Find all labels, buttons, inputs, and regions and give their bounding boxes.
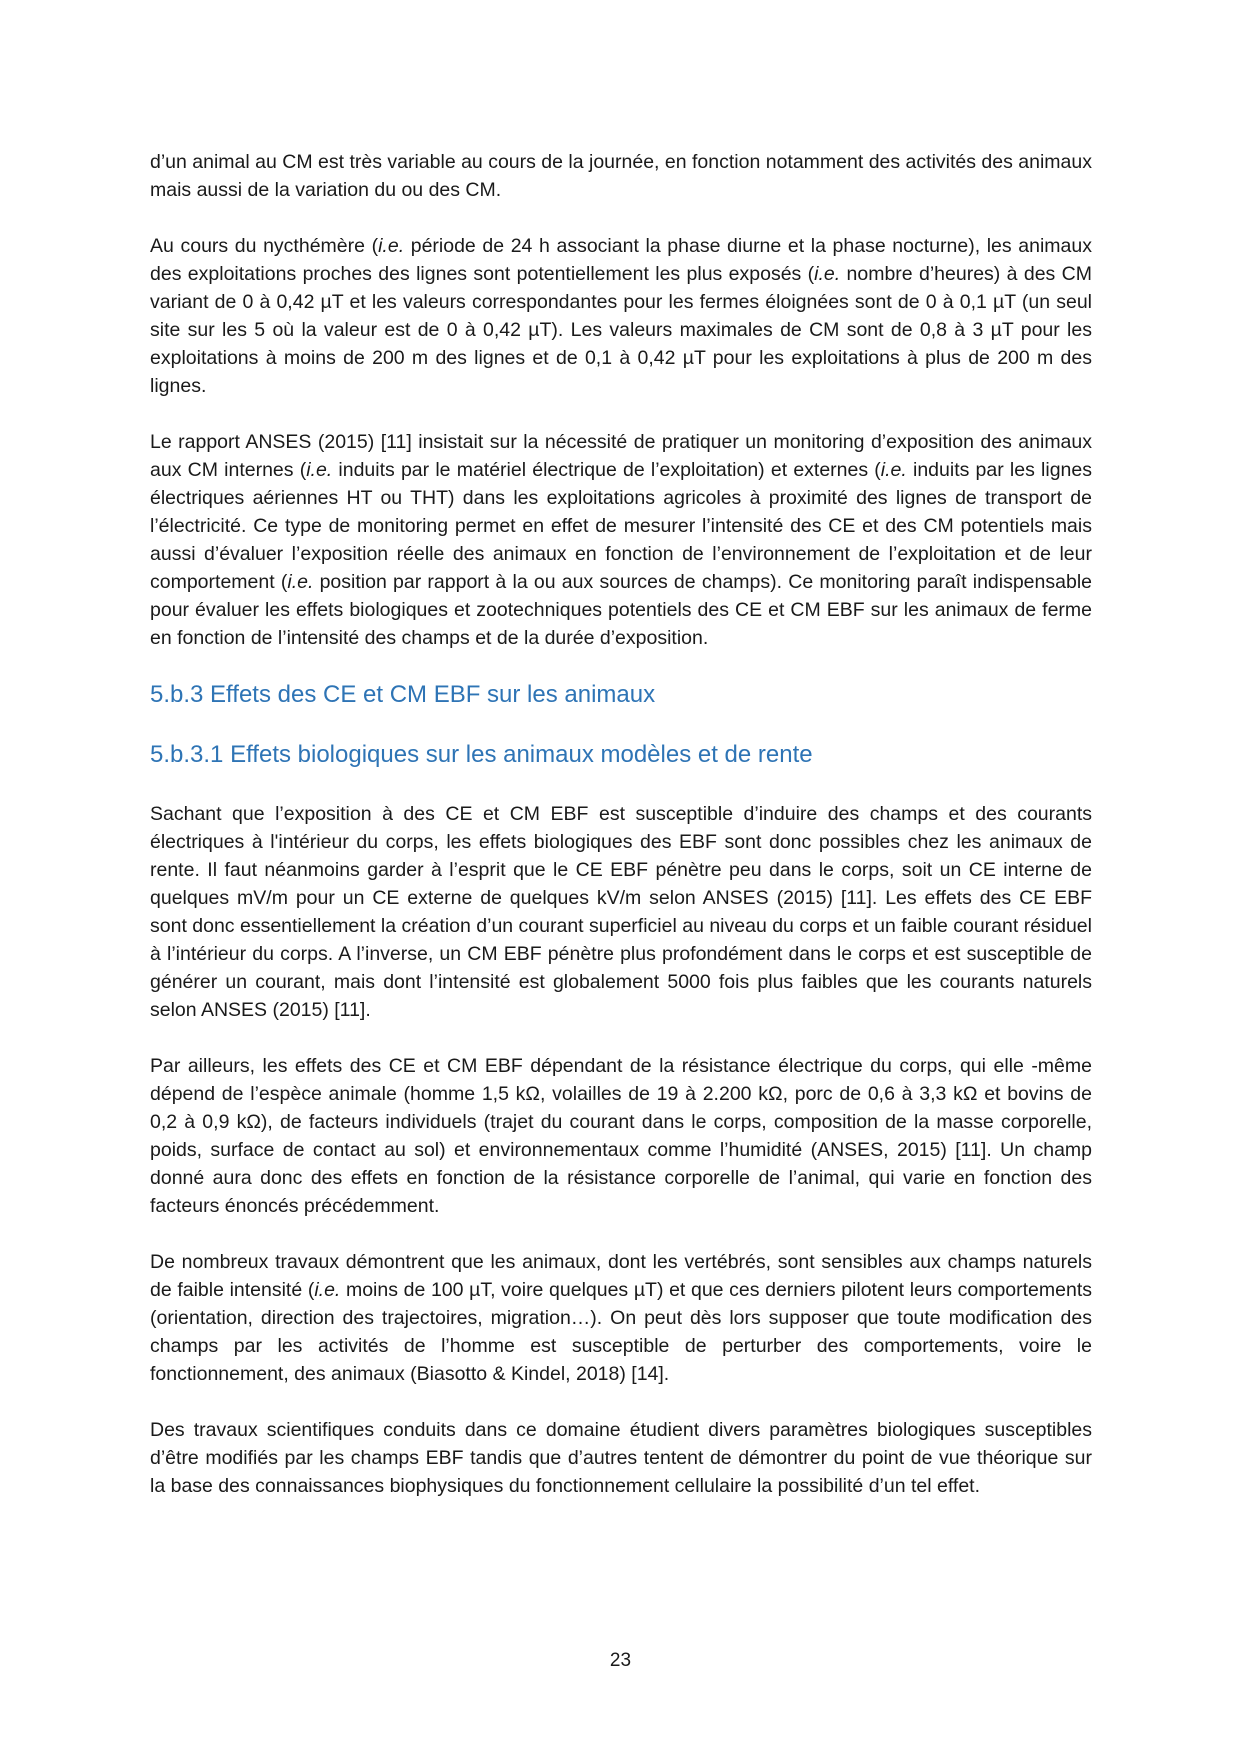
text-italic: i.e. (814, 263, 841, 285)
paragraph-intro: d’un animal au CM est très variable au cours de la journée, en fonction notamment des activités des animaux mais aussi de la variation du ou des CM. (150, 151, 1092, 201)
subsection-heading: 5.b.3.1 Effets biologiques sur les animaux modèles et de rente (150, 741, 813, 768)
text: induits par le matériel électrique de l’exploitation) et externes ( (332, 459, 881, 481)
text: induits par les lignes électriques aériennes HT ou THT) dans les exploitations agricoles à proximité des lignes de transport de l’électricité. Ce type de monitoring permet en effet de mesurer l’intensité des CE et des CM potentiels mais aussi d’évaluer l’exposition réelle des animaux en fonction de l’environnement de l’exploitation et de leur comportement ( (150, 459, 1092, 593)
text: De nombreux travaux démontrent que les animaux, dont les vertébrés, sont sensibles aux champs naturels de faible intensité ( (150, 1251, 1092, 1301)
text: position par rapport à la ou aux sources de champs). Ce monitoring paraît indispensable pour évaluer les effets biologiques et zootechniques potentiels des CE et CM EBF sur les animaux de ferme en fonction de l’intensité des champs et de la durée d’exposition. (150, 571, 1092, 649)
text-italic: i.e. (378, 235, 405, 257)
paragraph-sensitivity (150, 1248, 1092, 1388)
paragraph-nycthemere (150, 232, 1092, 400)
document-page (150, 148, 1092, 1528)
text-italic: i.e. (287, 571, 314, 593)
text: nombre d’heures) à des CM variant de 0 à 0,42 µT et les valeurs correspondantes pour les fermes éloignées sont de 0 à 0,1 µT (un seul site sur les 5 où la valeur est de 0 à 0,42 µT). Les valeurs maximales de CM sont de 0,8 à 3 µT pour les exploitations à moins de 200 m des lignes et de 0,1 à 0,42 µT pour les exploitations à plus de 200 m des lignes. (150, 263, 1092, 397)
text-italic: i.e. (314, 1279, 341, 1301)
paragraph-exposure: Sachant que l’exposition à des CE et CM EBF est susceptible d’induire des champs et des courants électriques à l'intérieur du corps, les effets biologiques des EBF sont donc possibles chez les animaux de rente. Il faut néanmoins garder à l’esprit que le CE EBF pénètre peu dans le corps, soit un CE interne de quelques mV/m pour un CE externe de quelques kV/m selon ANSES (2015) [11]. Les effets des CE EBF sont donc essentiellement la création d’un courant superficiel au niveau du corps et un faible courant résiduel à l’intérieur du corps. A l’inverse, un CM EBF pénètre plus profondément dans le corps et est susceptible de générer un courant, mais dont l’intensité est globalement 5000 fois plus faibles que les courants naturels selon ANSES (2015) [11]. (150, 803, 1092, 1021)
paragraph-resistance: Par ailleurs, les effets des CE et CM EBF dépendant de la résistance électrique du corps, qui elle -même dépend de l’espèce animale (homme 1,5 kΩ, volailles de 19 à 2.200 kΩ, porc de 0,6 à 3,3 kΩ et bovins de 0,2 à 0,9 kΩ), de facteurs individuels (trajet du courant dans le corps, composition de la masse corporelle, poids, surface de contact au sol) et environnementaux comme l’humidité (ANSES, 2015) [11]. Un champ donné aura donc des effets en fonction de la résistance corporelle de l’animal, qui varie en fonction des facteurs énoncés précédemment. (150, 1055, 1092, 1217)
text: Au cours du nycthémère ( (150, 235, 379, 257)
paragraph-anses-monitoring (150, 428, 1092, 652)
text: période de 24 h associant la phase diurne et la phase nocturne), les animaux des exploitations proches des lignes sont potentiellement les plus exposés ( (150, 235, 1092, 285)
text: Le rapport ANSES (2015) [11] insistait sur la nécessité de pratiquer un monitoring d’exposition des animaux aux CM internes ( (150, 431, 1092, 481)
text-italic: i.e. (306, 459, 333, 481)
text: moins de 100 µT, voire quelques µT) et que ces derniers pilotent leurs comportements (orientation, direction des trajectoires, migration…). On peut dès lors supposer que toute modification des champs par les activités de l’homme est susceptible de perturber des comportements, voire le fonctionnement, des animaux (Biasotto & Kindel, 2018) [14]. (150, 1279, 1092, 1385)
page-number: 23 (609, 1650, 632, 1671)
section-heading: 5.b.3 Effets des CE et CM EBF sur les animaux (150, 681, 656, 708)
text-italic: i.e. (880, 459, 907, 481)
paragraph-research: Des travaux scientifiques conduits dans ce domaine étudient divers paramètres biologiques susceptibles d’être modifiés par les champs EBF tandis que d’autres tentent de démontrer du point de vue théorique sur la base des connaissances biophysiques du fonctionnement cellulaire la possibilité d’un tel effet. (150, 1419, 1092, 1497)
